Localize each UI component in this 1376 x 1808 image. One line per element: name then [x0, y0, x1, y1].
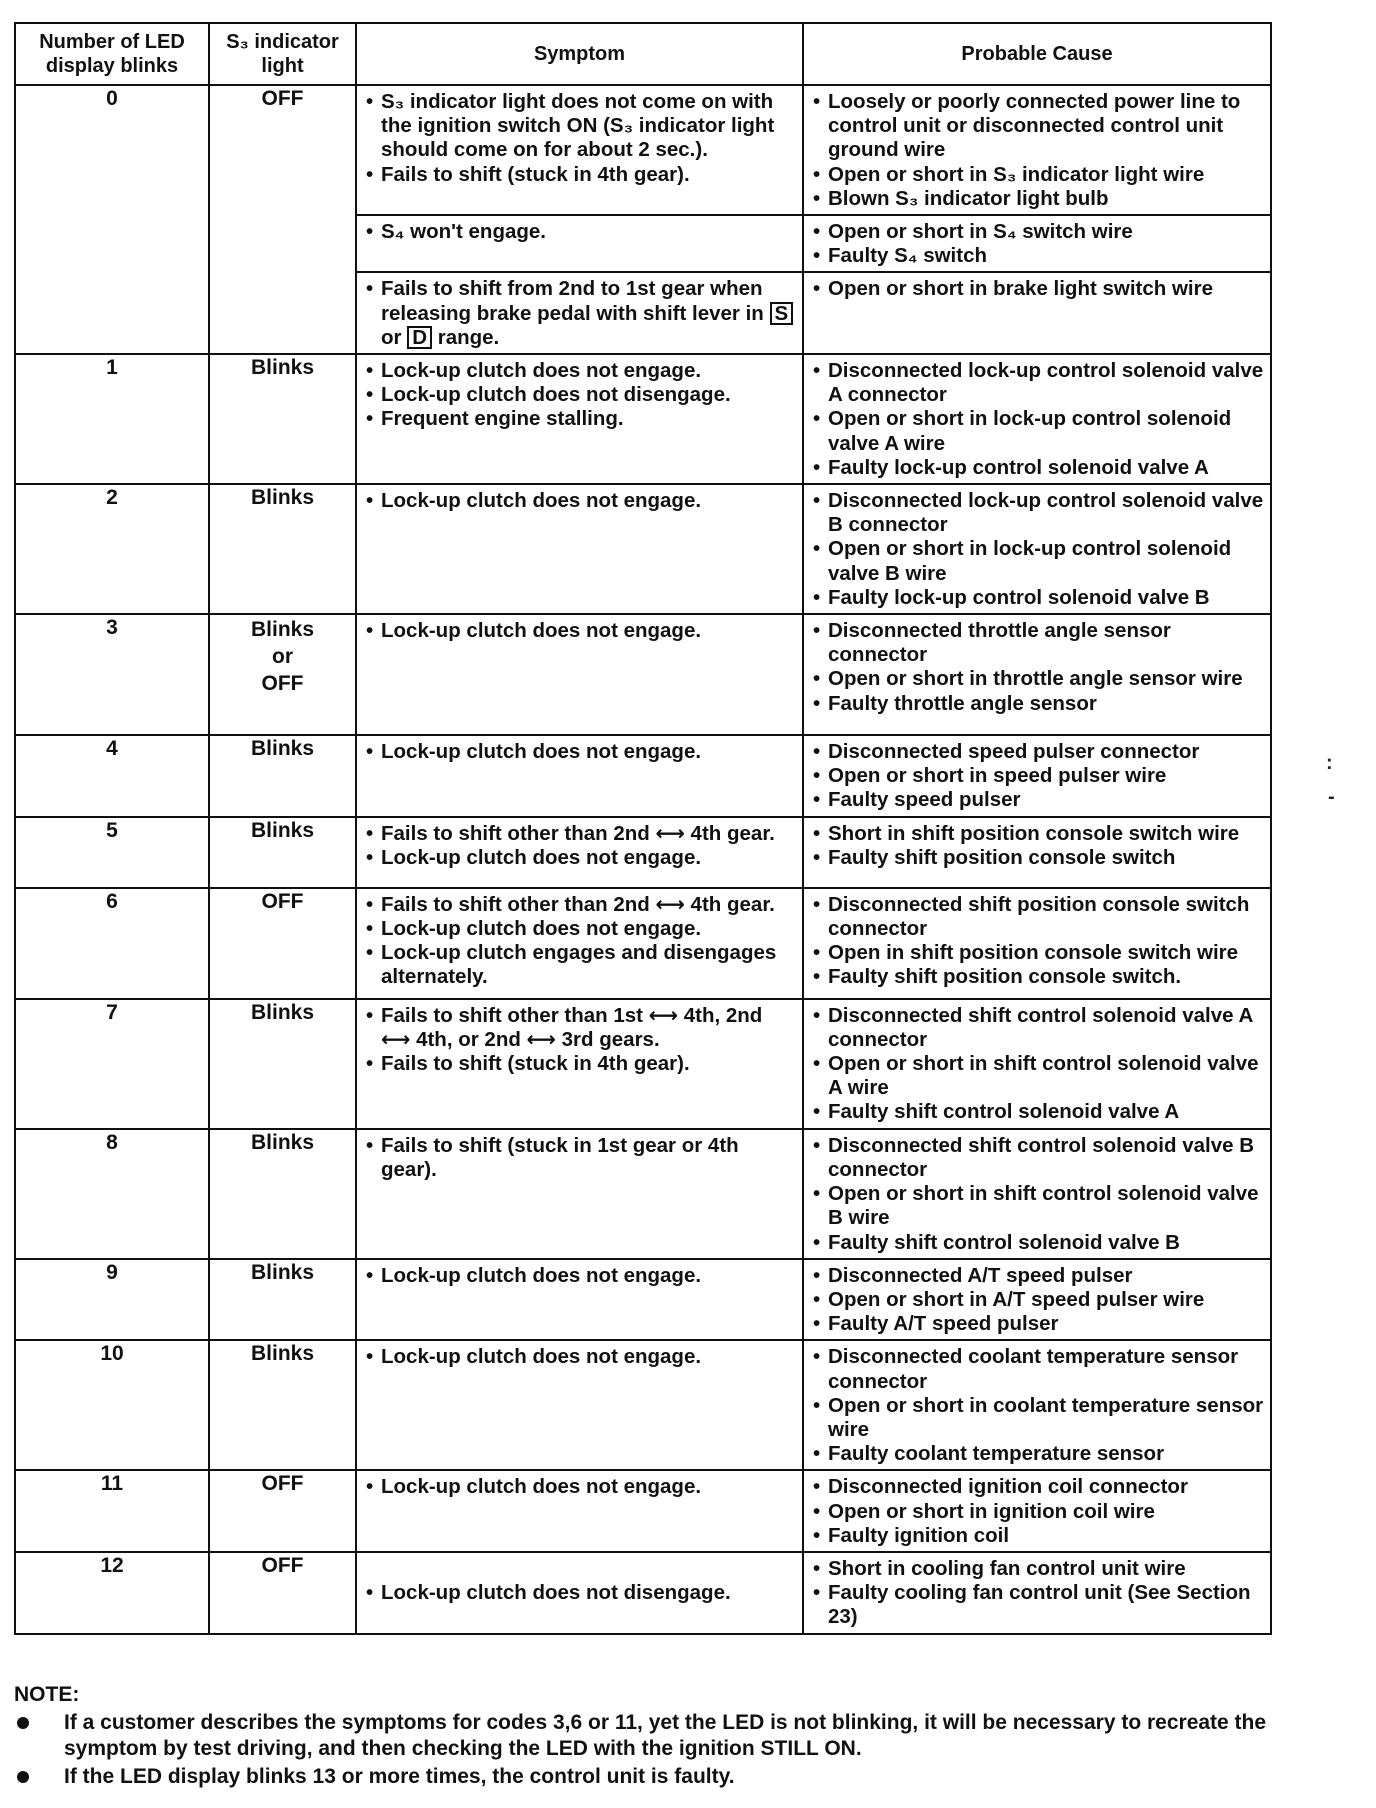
table-row: [15, 1552, 1271, 1634]
symptom-item: • Lock-up clutch does not engage.: [365, 1345, 796, 1369]
indicator-cell: Blinks: [209, 484, 356, 614]
cause-item: • Open or short in lock-up control solenoid valve A wire: [812, 407, 1264, 455]
symptom-cell: [356, 999, 803, 1129]
symptom-list: [365, 822, 796, 870]
range-d-key: D: [407, 326, 432, 349]
code-cell: 0: [15, 85, 209, 354]
indicator-cell: Blinks: [209, 1259, 356, 1341]
cause-list: [812, 1134, 1264, 1255]
symptom-item: • Lock-up clutch does not engage.: [365, 489, 796, 513]
cause-item: • Open or short in shift control solenoid valve B wire: [812, 1182, 1264, 1230]
cause-list: [812, 1345, 1264, 1466]
table-row: [15, 888, 1271, 999]
cause-item: • Faulty ignition coil: [812, 1524, 1264, 1548]
cause-list: [812, 1475, 1264, 1548]
indicator-line: OFF: [261, 672, 304, 696]
symptom-item: • Fails to shift other than 2nd ⟷ 4th gear.: [365, 822, 796, 846]
cause-item: • Faulty shift control solenoid valve B: [812, 1231, 1264, 1255]
symptom-item: • Fails to shift (stuck in 4th gear).: [365, 1052, 796, 1076]
cause-item: • Disconnected shift control solenoid valve B connector: [812, 1134, 1264, 1182]
cause-item: • Open or short in S₄ switch wire: [812, 220, 1264, 244]
symptom-cell: [356, 888, 803, 999]
symptom-list: [365, 489, 796, 513]
symptom-text: range.: [437, 325, 500, 349]
cause-cell: [803, 735, 1271, 817]
symptom-list: [365, 1475, 796, 1499]
cause-item: • Faulty lock-up control solenoid valve B: [812, 586, 1264, 610]
symptom-list: [365, 619, 796, 643]
symptom-list: [365, 740, 796, 764]
indicator-line: or: [272, 645, 293, 669]
cause-cell: [803, 614, 1271, 735]
cause-item: • Disconnected speed pulser connector: [812, 740, 1264, 764]
table-row: [15, 1129, 1271, 1259]
symptom-cell: [356, 354, 803, 484]
symptom-item: • Lock-up clutch engages and disengages alternately.: [365, 941, 796, 989]
cause-list: [812, 893, 1264, 990]
indicator-cell: Blinks: [209, 999, 356, 1129]
table-row: [15, 85, 1271, 215]
cause-item: • Disconnected shift control solenoid valve A connector: [812, 1004, 1264, 1052]
cause-item: • Open or short in lock-up control solenoid valve B wire: [812, 537, 1264, 585]
code-cell: 12: [15, 1552, 209, 1634]
cause-cell: [803, 1470, 1271, 1552]
header-symptom: Symptom: [356, 23, 803, 85]
cause-item: • Open in shift position console switch wire: [812, 941, 1264, 965]
cause-item: • Loosely or poorly connected power line to control unit or disconnected control unit ground wire: [812, 90, 1264, 163]
note-list: [14, 1710, 1354, 1790]
indicator-cell: Blinks: [209, 735, 356, 817]
table-body: [15, 85, 1271, 1634]
cause-item: • Short in shift position console switch wire: [812, 822, 1264, 846]
code-cell: 7: [15, 999, 209, 1129]
symptom-item: • Fails to shift (stuck in 1st gear or 4th gear).: [365, 1134, 796, 1182]
code-cell: 3: [15, 614, 209, 735]
cause-item: • Open or short in ignition coil wire: [812, 1500, 1264, 1524]
symptom-cell: [356, 735, 803, 817]
table-row: [15, 354, 1271, 484]
table-row: [15, 1259, 1271, 1341]
symptom-cell: [356, 614, 803, 735]
symptom-list: [365, 1345, 796, 1369]
cause-list: [812, 1557, 1264, 1630]
indicator-cell: OFF: [209, 1552, 356, 1634]
cause-list: [812, 90, 1264, 211]
cause-list: [812, 489, 1264, 610]
table-header-row: [15, 23, 1271, 85]
cause-list: [812, 740, 1264, 813]
symptom-list: [365, 359, 796, 432]
cause-item: • Faulty cooling fan control unit (See Section 23): [812, 1581, 1264, 1629]
cause-cell: [803, 817, 1271, 888]
cause-cell: [803, 1259, 1271, 1341]
symptom-item: • Frequent engine stalling.: [365, 407, 796, 431]
symptom-cell: [356, 1259, 803, 1341]
symptom-cell: [356, 1340, 803, 1470]
symptom-item: • Lock-up clutch does not engage.: [365, 619, 796, 643]
cause-item: • Faulty shift control solenoid valve A: [812, 1100, 1264, 1124]
note-item: [14, 1710, 1354, 1762]
cause-cell: [803, 85, 1271, 215]
symptom-list: [365, 893, 796, 990]
cause-item: • Short in cooling fan control unit wire: [812, 1557, 1264, 1581]
cause-item: • Faulty shift position console switch: [812, 846, 1264, 870]
code-cell: 11: [15, 1470, 209, 1552]
symptom-cell: [356, 215, 803, 272]
table-row: [15, 1340, 1271, 1470]
cause-item: • Disconnected ignition coil connector: [812, 1475, 1264, 1499]
header-probable-cause: Probable Cause: [803, 23, 1271, 85]
table-row: [15, 735, 1271, 817]
cause-cell: [803, 215, 1271, 272]
code-cell: 9: [15, 1259, 209, 1341]
cause-item: • Faulty S₄ switch: [812, 244, 1264, 268]
cause-list: [812, 1004, 1264, 1125]
symptom-item: • Lock-up clutch does not engage.: [365, 1264, 796, 1288]
range-s-key: S: [770, 302, 794, 325]
symptom-cell: [356, 484, 803, 614]
bullet-dot-icon: [17, 1717, 29, 1729]
symptom-item: • Lock-up clutch does not engage.: [365, 917, 796, 941]
cause-cell: [803, 354, 1271, 484]
symptom-list: [365, 277, 796, 350]
code-cell: 10: [15, 1340, 209, 1470]
note-item: [14, 1764, 1354, 1790]
cause-item: • Open or short in shift control solenoid valve A wire: [812, 1052, 1264, 1100]
cause-list: [812, 619, 1264, 716]
table-row: [15, 1470, 1271, 1552]
cause-item: • Disconnected throttle angle sensor connector: [812, 619, 1264, 667]
symptom-item: • Lock-up clutch does not engage.: [365, 359, 796, 383]
table-row: [15, 817, 1271, 888]
symptom-list: [365, 1264, 796, 1288]
indicator-cell: Blinks: [209, 817, 356, 888]
indicator-line: Blinks: [250, 618, 315, 642]
cause-item: • Open or short in A/T speed pulser wire: [812, 1288, 1264, 1312]
cause-item: • Disconnected lock-up control solenoid valve B connector: [812, 489, 1264, 537]
cause-item: • Open or short in brake light switch wire: [812, 277, 1264, 301]
symptom-cell: [356, 85, 803, 215]
symptom-item: • Lock-up clutch does not engage.: [365, 1475, 796, 1499]
indicator-cell: OFF: [209, 85, 356, 354]
cause-list: [812, 277, 1264, 301]
symptom-list: [365, 1004, 796, 1077]
cause-list: [812, 220, 1264, 268]
note-text: If the LED display blinks 13 or more times, the control unit is faulty.: [64, 1765, 735, 1788]
note-title: NOTE:: [14, 1683, 80, 1706]
cause-item: • Faulty coolant temperature sensor: [812, 1442, 1264, 1466]
symptom-list: [365, 220, 796, 244]
cause-item: • Faulty lock-up control solenoid valve A: [812, 456, 1264, 480]
header-s3-indicator: S₃ indicator light: [209, 23, 356, 85]
table-row: [15, 999, 1271, 1129]
symptom-text: or: [381, 325, 402, 349]
symptom-cell: [356, 817, 803, 888]
cause-cell: [803, 999, 1271, 1129]
code-cell: 5: [15, 817, 209, 888]
cause-item: • Open or short in speed pulser wire: [812, 764, 1264, 788]
symptom-cell: [356, 1552, 803, 1634]
symptom-cell: [356, 272, 803, 354]
cause-item: • Faulty shift position console switch.: [812, 965, 1264, 989]
symptom-list: [365, 90, 796, 187]
margin-mark: :: [1326, 752, 1333, 774]
code-cell: 8: [15, 1129, 209, 1259]
indicator-cell: OFF: [209, 888, 356, 999]
cause-item: • Disconnected coolant temperature sensor connector: [812, 1345, 1264, 1393]
symptom-list: [365, 1134, 796, 1182]
cause-cell: [803, 1552, 1271, 1634]
symptom-cell: [356, 1470, 803, 1552]
symptom-item: • Fails to shift other than 1st ⟷ 4th, 2nd ⟷ 4th, or 2nd ⟷ 3rd gears.: [365, 1004, 796, 1052]
table-row: [15, 484, 1271, 614]
header-led-blinks: Number of LED display blinks: [15, 23, 209, 85]
symptom-item: • S₃ indicator light does not come on with the ignition switch ON (S₃ indicator light should come on for about 2 sec.).: [365, 90, 796, 163]
code-cell: 4: [15, 735, 209, 817]
symptom-item: • Lock-up clutch does not disengage.: [365, 383, 796, 407]
symptom-item: • S₄ won't engage.: [365, 220, 796, 244]
cause-item: • Open or short in coolant temperature sensor wire: [812, 1394, 1264, 1442]
cause-item: • Disconnected A/T speed pulser: [812, 1264, 1264, 1288]
symptom-text: Fails to shift from 2nd to 1st gear when releasing brake pedal with shift lever in: [381, 277, 764, 325]
cause-cell: [803, 484, 1271, 614]
cause-item: • Blown S₃ indicator light bulb: [812, 187, 1264, 211]
diagnostic-trouble-code-table: [14, 22, 1272, 1635]
code-cell: 2: [15, 484, 209, 614]
indicator-cell: Blinks: [209, 1340, 356, 1470]
symptom-list: [365, 1581, 796, 1605]
cause-list: [812, 1264, 1264, 1337]
cause-cell: [803, 888, 1271, 999]
indicator-cell: OFF: [209, 1470, 356, 1552]
cause-list: [812, 359, 1264, 480]
code-cell: 6: [15, 888, 209, 999]
cause-cell: [803, 1129, 1271, 1259]
symptom-cell: [356, 1129, 803, 1259]
symptom-item: • Lock-up clutch does not engage.: [365, 846, 796, 870]
table-row: [15, 614, 1271, 735]
note-section: [14, 1682, 1354, 1792]
cause-item: • Open or short in S₃ indicator light wire: [812, 163, 1264, 187]
cause-cell: [803, 1340, 1271, 1470]
cause-item: • Faulty A/T speed pulser: [812, 1312, 1264, 1336]
symptom-item: • Lock-up clutch does not engage.: [365, 740, 796, 764]
cause-item: • Open or short in throttle angle sensor wire: [812, 667, 1264, 691]
cause-item: • Faulty throttle angle sensor: [812, 692, 1264, 716]
note-text: If a customer describes the symptoms for codes 3,6 or 11, yet the LED is not blinking, it will be necessary to recreate the symptom by test driving, and then checking the LED with the ignition STILL ON.: [64, 1711, 1267, 1760]
indicator-cell: Blinks: [209, 1129, 356, 1259]
symptom-item: • Fails to shift other than 2nd ⟷ 4th gear.: [365, 893, 796, 917]
indicator-cell: [209, 614, 356, 735]
cause-item: • Disconnected shift position console switch connector: [812, 893, 1264, 941]
code-cell: 1: [15, 354, 209, 484]
cause-item: • Faulty speed pulser: [812, 788, 1264, 812]
bullet-dot-icon: [17, 1771, 29, 1783]
indicator-cell: Blinks: [209, 354, 356, 484]
symptom-item: • Lock-up clutch does not disengage.: [365, 1581, 796, 1605]
cause-item: • Disconnected lock-up control solenoid valve A connector: [812, 359, 1264, 407]
margin-mark: -: [1328, 786, 1335, 808]
cause-list: [812, 822, 1264, 870]
symptom-item: [365, 277, 796, 350]
cause-cell: [803, 272, 1271, 354]
symptom-item: • Fails to shift (stuck in 4th gear).: [365, 163, 796, 187]
